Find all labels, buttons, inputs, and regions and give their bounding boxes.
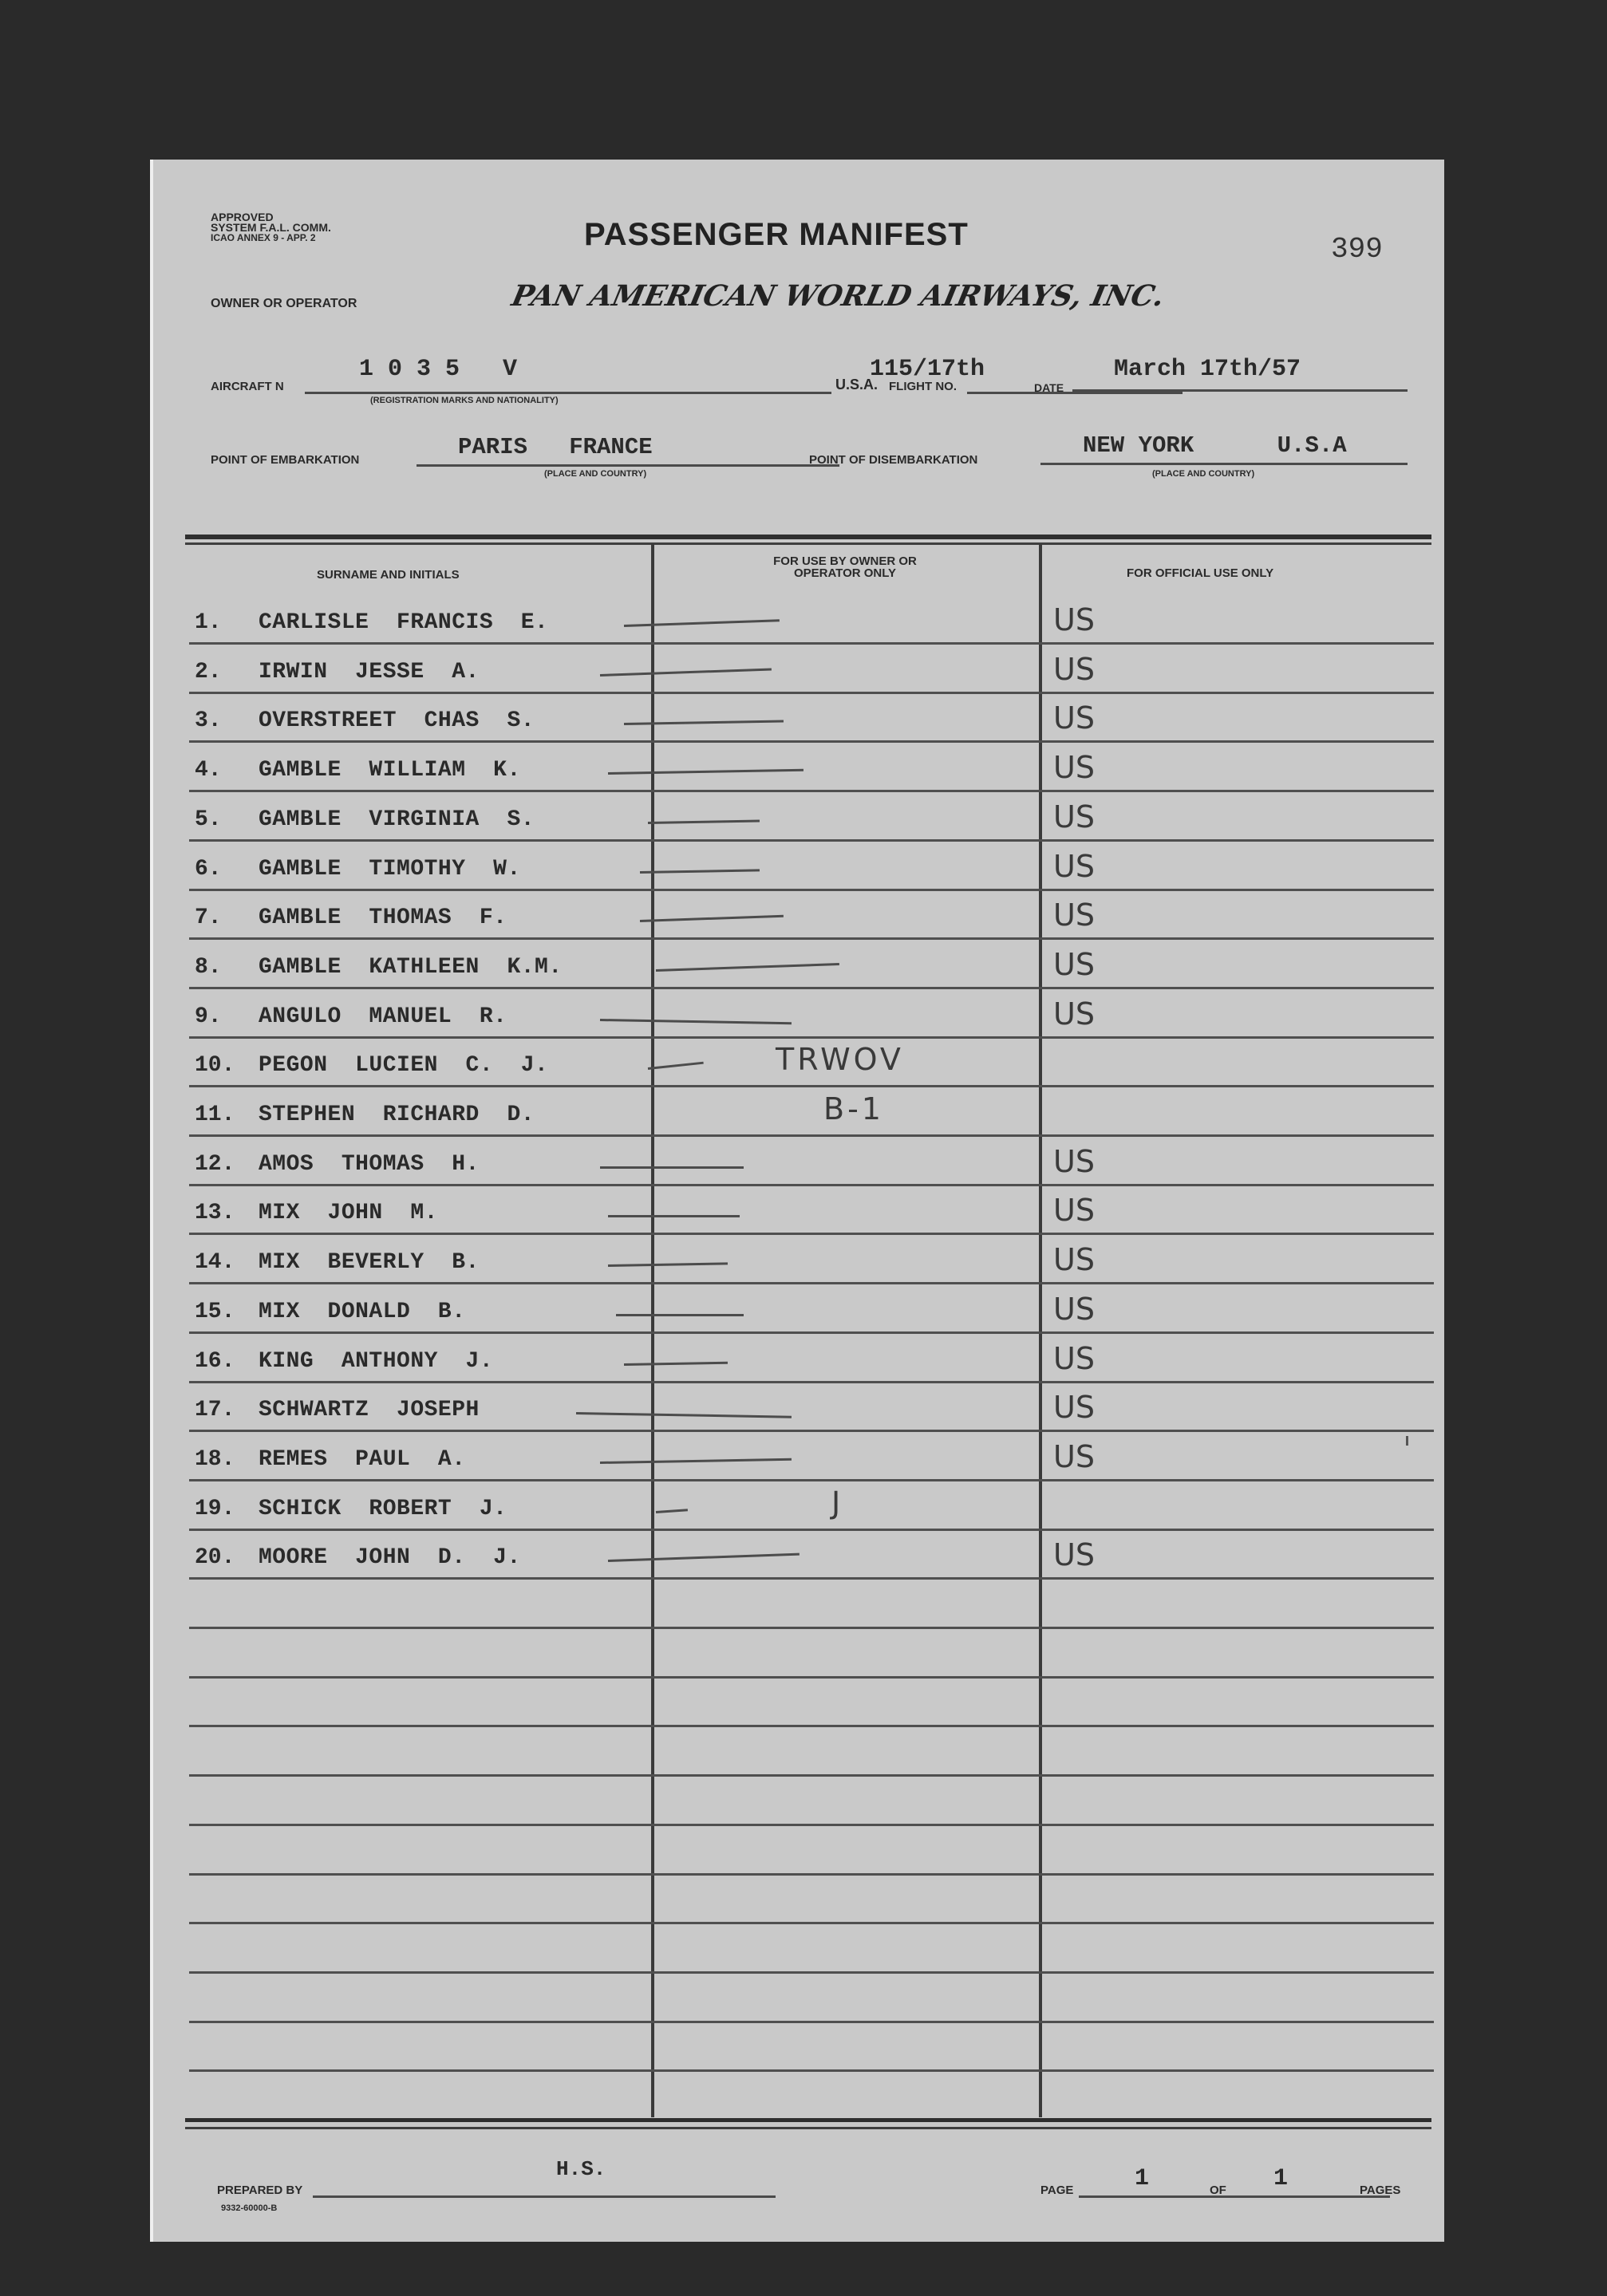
- row-number: 11.: [195, 1103, 235, 1127]
- official-citizenship-mark: US: [1053, 799, 1095, 834]
- page-underline: [1079, 2195, 1390, 2198]
- row-number: 6.: [195, 857, 222, 882]
- table-rule-line: [189, 1824, 1434, 1826]
- passenger-name: SCHWARTZ JOSEPH: [259, 1398, 480, 1422]
- pen-stroke-mark: [608, 769, 804, 775]
- flight-no-value: 115/17th: [870, 356, 985, 383]
- official-citizenship-mark: US: [1053, 897, 1095, 933]
- operator-name: PAN AMERICAN WORLD AIRWAYS, INC.: [508, 279, 1168, 313]
- table-rule-line: [189, 1430, 1434, 1432]
- table-rule-line: [189, 937, 1434, 940]
- table-rule-line: [189, 1873, 1434, 1876]
- pen-stroke-mark: [624, 1362, 728, 1366]
- prepared-by-underline: [313, 2195, 776, 2198]
- pen-stroke-mark: [656, 1509, 688, 1513]
- pen-stroke-mark: [608, 1553, 800, 1562]
- table-rule-line: [189, 1036, 1434, 1039]
- table-rule-line: [189, 987, 1434, 989]
- pen-stroke-mark: [600, 1458, 792, 1464]
- official-citizenship-mark: US: [1053, 1144, 1095, 1179]
- owner-handwritten-note: B-1: [823, 1091, 884, 1126]
- disembarkation-underline: [1040, 463, 1408, 465]
- pen-stroke-mark: [656, 963, 839, 972]
- prepared-by-value: H.S.: [556, 2157, 606, 2181]
- table-rule-line: [189, 1282, 1434, 1284]
- disembarkation-label: POINT OF DISEMBARKATION: [809, 453, 978, 467]
- row-number: 9.: [195, 1004, 222, 1029]
- table-bottom-border: [185, 2118, 1431, 2122]
- form-number: 9332-60000-B: [221, 2203, 278, 2213]
- pages-label: PAGES: [1360, 2184, 1401, 2197]
- table-rule-line: [189, 1922, 1434, 1924]
- date-label: DATE: [1034, 381, 1064, 394]
- official-citizenship-mark: US: [1053, 750, 1095, 785]
- table-rule-line: [189, 1774, 1434, 1777]
- row-number: 7.: [195, 905, 222, 930]
- pen-stroke-mark: [608, 1215, 740, 1217]
- date-underline: [1072, 389, 1408, 392]
- pages-value: 1: [1273, 2165, 1289, 2192]
- official-citizenship-mark: US: [1053, 996, 1095, 1032]
- official-citizenship-mark: US: [1053, 1390, 1095, 1425]
- row-number: 2.: [195, 660, 222, 684]
- margin-mark: [1406, 1436, 1408, 1446]
- embarkation-value: PARIS FRANCE: [458, 434, 653, 460]
- embarkation-caption: (PLACE AND COUNTRY): [544, 469, 647, 479]
- page-stamp-number: 399: [1331, 233, 1383, 266]
- table-rule-line: [189, 642, 1434, 645]
- pen-stroke-mark: [624, 619, 780, 627]
- row-number: 10.: [195, 1053, 235, 1078]
- embarkation-label: POINT OF EMBARKATION: [211, 453, 360, 467]
- pen-stroke-mark: [576, 1412, 792, 1418]
- row-number: 13.: [195, 1201, 235, 1225]
- passenger-name: GAMBLE KATHLEEN K.M.: [259, 955, 563, 980]
- table-bottom-border-thin: [185, 2127, 1431, 2129]
- table-rule-line: [189, 1627, 1434, 1629]
- pen-stroke-mark: [600, 1166, 744, 1169]
- passenger-name: GAMBLE THOMAS F.: [259, 905, 507, 930]
- pen-stroke-mark: [640, 915, 784, 922]
- column-divider-2: [1039, 544, 1042, 2117]
- table-rule-line: [189, 1381, 1434, 1383]
- official-citizenship-mark: US: [1053, 947, 1095, 982]
- passenger-name: CARLISLE FRANCIS E.: [259, 610, 549, 635]
- flight-no-underline: [967, 392, 1183, 394]
- table-rule-line: [189, 740, 1434, 743]
- aircraft-value: 1 0 3 5 V: [359, 356, 518, 383]
- column-header-owner: FOR USE BY OWNER OR OPERATOR ONLY: [773, 554, 917, 580]
- official-citizenship-mark: US: [1053, 1537, 1095, 1572]
- embarkation-underline: [417, 464, 839, 467]
- passenger-name: GAMBLE VIRGINIA S.: [259, 807, 535, 832]
- row-number: 1.: [195, 610, 222, 635]
- table-rule-line: [189, 1529, 1434, 1531]
- pen-stroke-mark: [648, 820, 760, 824]
- disembarkation-value: NEW YORK U.S.A: [1083, 432, 1347, 459]
- pen-stroke-mark: [600, 668, 772, 677]
- owner-handwritten-note: J: [831, 1485, 844, 1521]
- official-citizenship-mark: US: [1053, 652, 1095, 687]
- row-number: 14.: [195, 1250, 235, 1275]
- table-rule-line: [189, 2069, 1434, 2072]
- table-rule-line: [189, 790, 1434, 792]
- table-top-border-thin: [185, 542, 1431, 545]
- table-rule-line: [189, 1134, 1434, 1137]
- owner-handwritten-note: TRWOV: [776, 1042, 904, 1077]
- table-rule-line: [189, 1971, 1434, 1974]
- column-header-names: SURNAME AND INITIALS: [317, 568, 460, 582]
- passenger-name: MIX BEVERLY B.: [259, 1250, 480, 1275]
- passenger-name: MOORE JOHN D. J.: [259, 1545, 521, 1570]
- row-number: 4.: [195, 758, 222, 783]
- official-citizenship-mark: US: [1053, 849, 1095, 884]
- passenger-name: ANGULO MANUEL R.: [259, 1004, 507, 1029]
- usa-label: U.S.A.: [835, 377, 879, 393]
- passenger-name: IRWIN JESSE A.: [259, 660, 480, 684]
- official-citizenship-mark: US: [1053, 700, 1095, 736]
- passenger-name: OVERSTREET CHAS S.: [259, 708, 535, 733]
- row-number: 19.: [195, 1497, 235, 1521]
- official-citizenship-mark: US: [1053, 1193, 1095, 1228]
- page-label: PAGE: [1040, 2184, 1074, 2197]
- column-divider-1: [651, 544, 654, 2117]
- official-citizenship-mark: US: [1053, 1439, 1095, 1474]
- pen-stroke-mark: [616, 1314, 744, 1316]
- of-label: OF: [1210, 2184, 1226, 2197]
- pen-stroke-mark: [640, 869, 760, 874]
- row-number: 18.: [195, 1447, 235, 1472]
- passenger-name: REMES PAUL A.: [259, 1447, 466, 1472]
- table-rule-line: [189, 692, 1434, 694]
- passenger-name: STEPHEN RICHARD D.: [259, 1103, 535, 1127]
- owner-label: OWNER OR OPERATOR: [211, 297, 357, 310]
- table-rule-line: [189, 1725, 1434, 1727]
- registration-caption: (REGISTRATION MARKS AND NATIONALITY): [370, 396, 559, 405]
- official-citizenship-mark: US: [1053, 1292, 1095, 1327]
- document-title: PASSENGER MANIFEST: [584, 217, 969, 252]
- approved-line-2: SYSTEM F.A.L. COMM.: [211, 221, 331, 234]
- disembarkation-caption: (PLACE AND COUNTRY): [1152, 469, 1255, 479]
- passenger-name: PEGON LUCIEN C. J.: [259, 1053, 549, 1078]
- passenger-name: MIX DONALD B.: [259, 1300, 466, 1324]
- row-number: 12.: [195, 1152, 235, 1177]
- official-citizenship-mark: US: [1053, 602, 1095, 637]
- row-number: 20.: [195, 1545, 235, 1570]
- pen-stroke-mark: [608, 1262, 728, 1267]
- aircraft-label: AIRCRAFT N: [211, 380, 284, 393]
- passenger-name: GAMBLE WILLIAM K.: [259, 758, 521, 783]
- aircraft-underline: [305, 392, 831, 394]
- pen-stroke-mark: [624, 720, 784, 725]
- official-citizenship-mark: US: [1053, 1341, 1095, 1376]
- passenger-name: SCHICK ROBERT J.: [259, 1497, 507, 1521]
- column-header-official: FOR OFFICIAL USE ONLY: [1127, 566, 1274, 580]
- date-value: March 17th/57: [1114, 356, 1301, 383]
- page-value: 1: [1135, 2165, 1150, 2192]
- manifest-sheet: [150, 160, 1444, 2242]
- approved-stamp: [211, 212, 331, 243]
- row-number: 8.: [195, 955, 222, 980]
- row-number: 15.: [195, 1300, 235, 1324]
- row-number: 5.: [195, 807, 222, 832]
- table-top-border: [185, 535, 1431, 539]
- passenger-name: AMOS THOMAS H.: [259, 1152, 480, 1177]
- pen-stroke-mark: [648, 1062, 704, 1070]
- row-number: 16.: [195, 1349, 235, 1374]
- table-rule-line: [189, 889, 1434, 891]
- passenger-name: GAMBLE TIMOTHY W.: [259, 857, 521, 882]
- table-rule-line: [189, 1577, 1434, 1580]
- table-rule-line: [189, 1184, 1434, 1186]
- approved-line-3: ICAO ANNEX 9 - APP. 2: [211, 232, 316, 243]
- approved-line-1: APPROVED: [211, 211, 274, 223]
- passenger-name: KING ANTHONY J.: [259, 1349, 494, 1374]
- table-rule-line: [189, 1233, 1434, 1235]
- table-rule-line: [189, 1085, 1434, 1087]
- table-rule-line: [189, 1331, 1434, 1334]
- table-rule-line: [189, 839, 1434, 842]
- row-number: 3.: [195, 708, 222, 733]
- pen-stroke-mark: [600, 1019, 792, 1024]
- official-citizenship-mark: US: [1053, 1242, 1095, 1277]
- row-number: 17.: [195, 1398, 235, 1422]
- prepared-by-label: PREPARED BY: [217, 2184, 303, 2197]
- passenger-name: MIX JOHN M.: [259, 1201, 438, 1225]
- table-rule-line: [189, 2021, 1434, 2023]
- table-rule-line: [189, 1676, 1434, 1679]
- flight-no-label: FLIGHT NO.: [889, 380, 957, 393]
- table-rule-line: [189, 1479, 1434, 1481]
